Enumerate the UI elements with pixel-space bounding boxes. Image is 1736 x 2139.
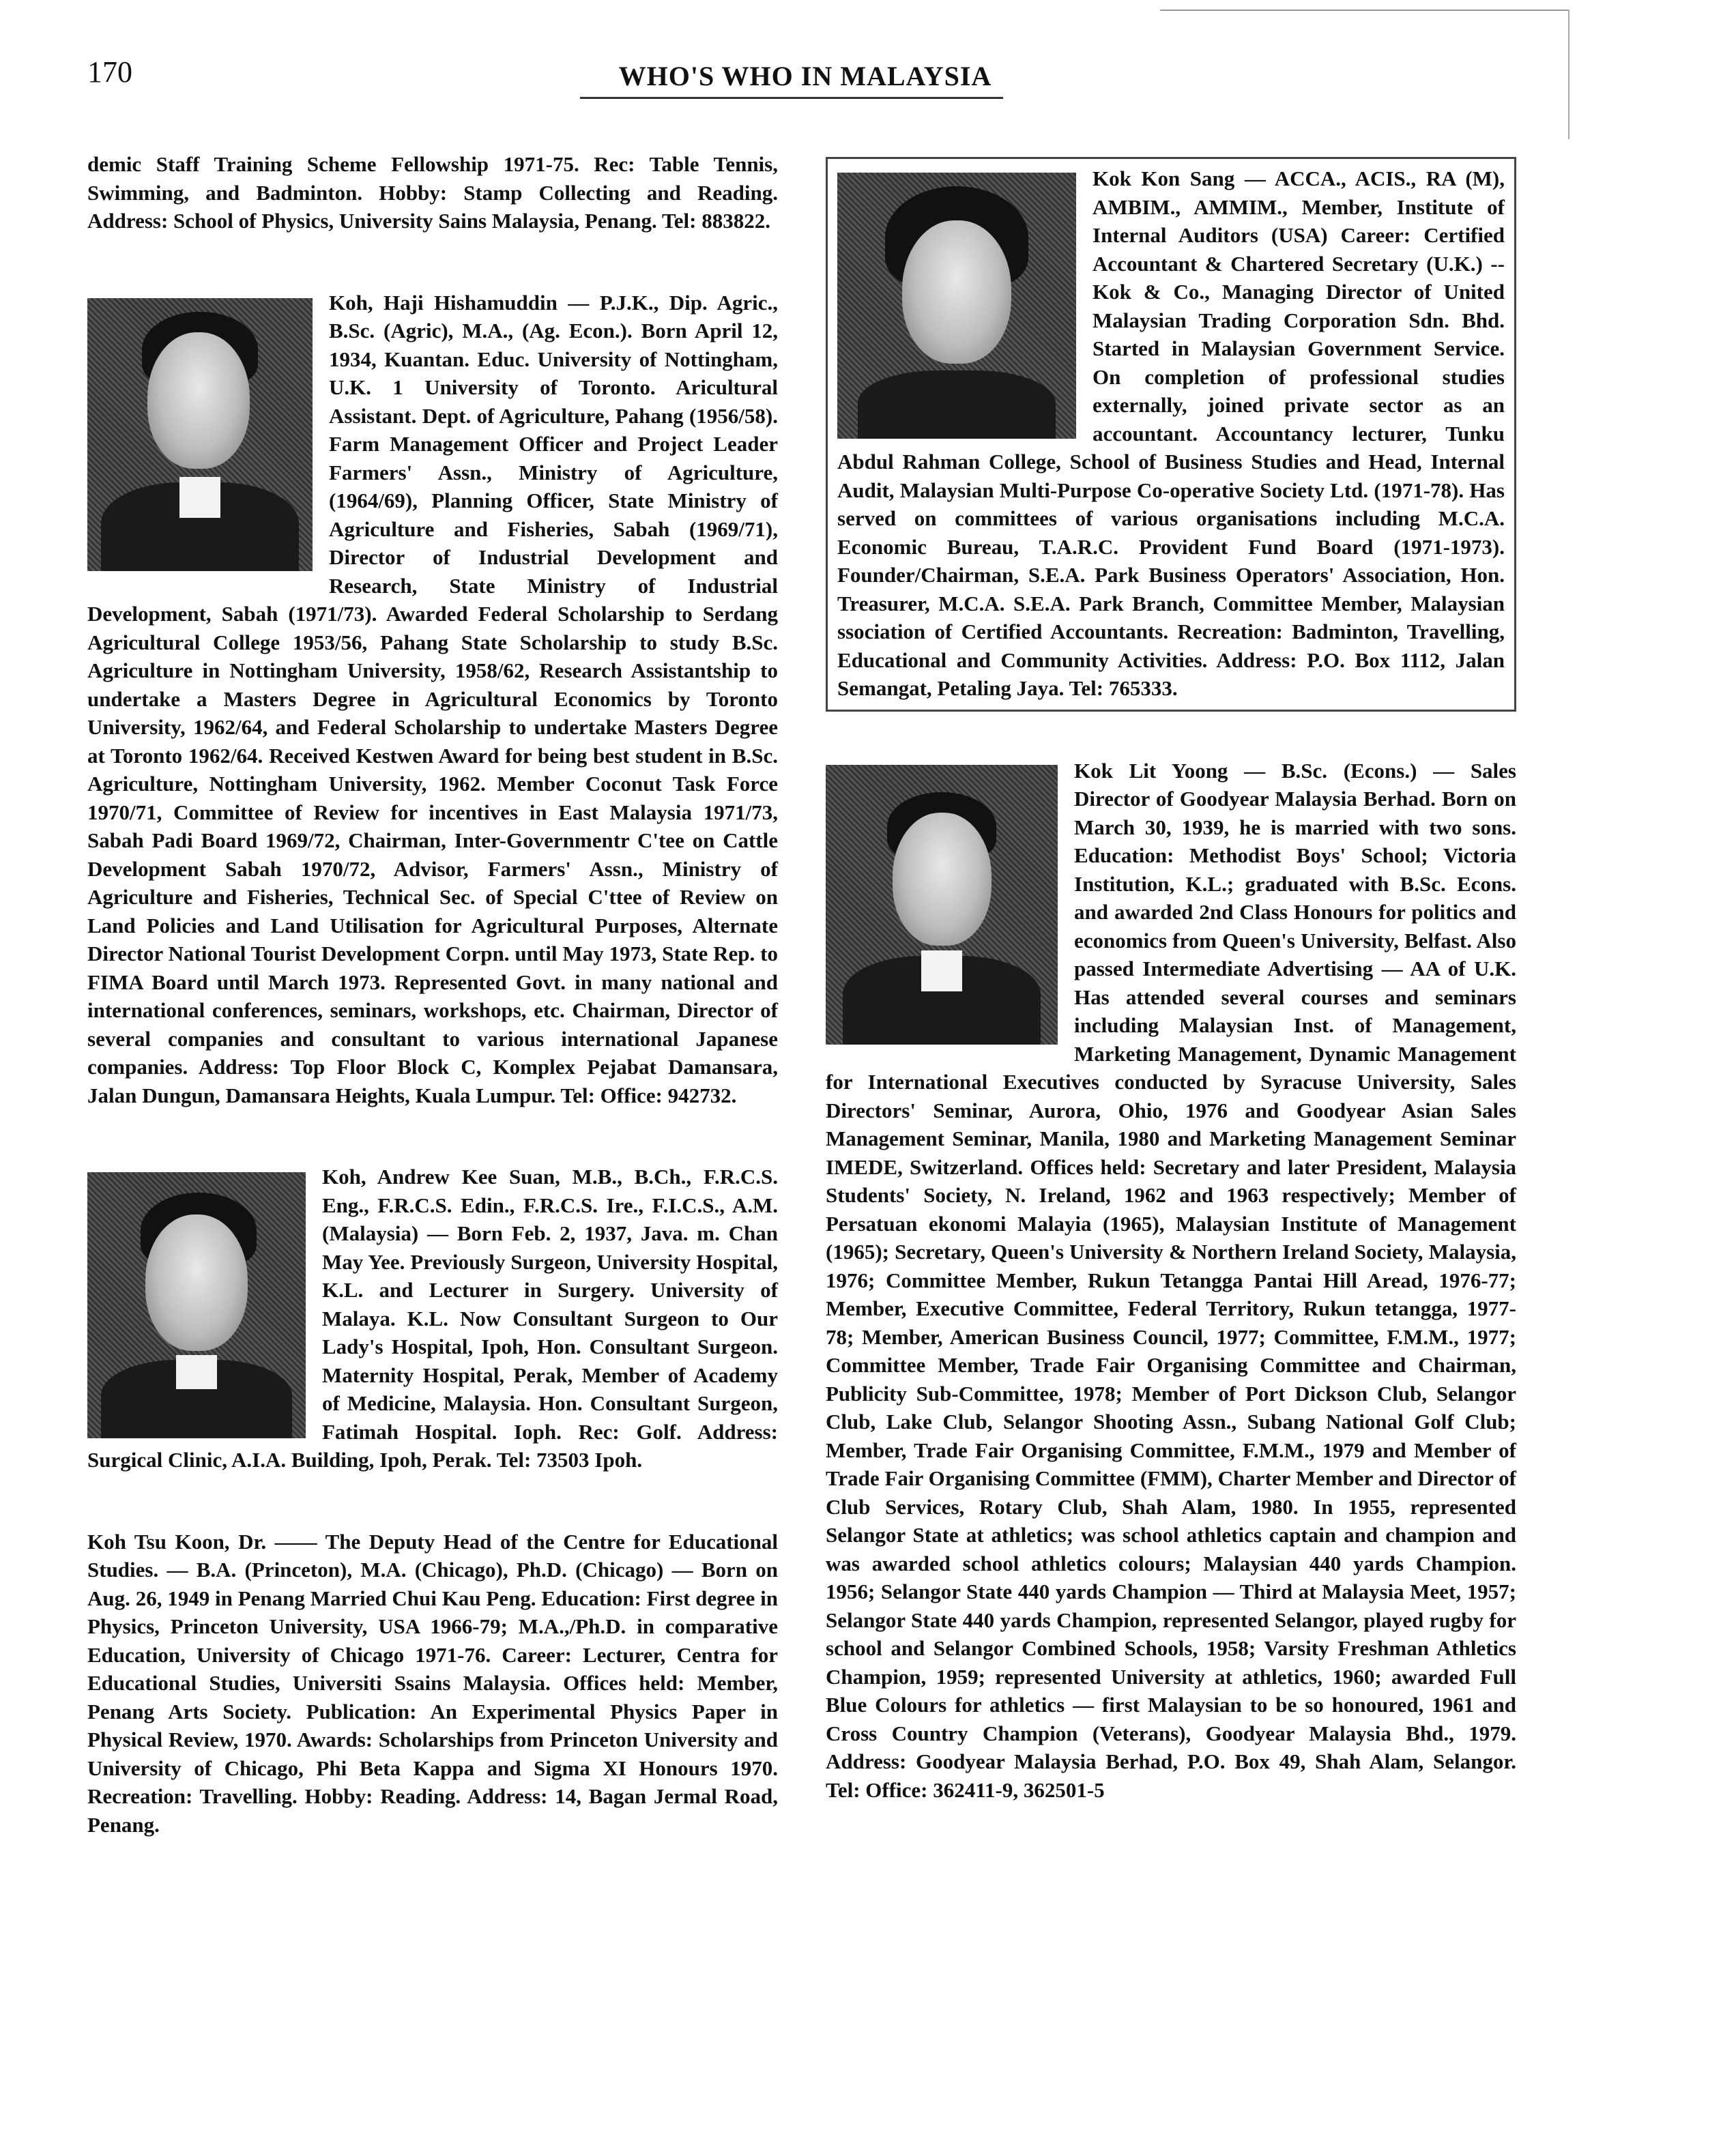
entry-name: Koh Tsu Koon, Dr. — [87, 1529, 267, 1554]
entry-koh-andrew — [87, 1163, 778, 1474]
right-column — [826, 157, 1516, 1857]
header-rule — [580, 97, 1003, 99]
entry-name: Koh, Andrew Kee Suan, — [322, 1165, 560, 1189]
continuation-text: demic Staff Training Scheme Fellowship 1971-75. Rec: Table Tennis, Swimming, and Badminton. Hobby: Stamp Collecting and Reading. Address: School of Physics, University Sains Malaysia, Penang. Tel: 883822. — [87, 152, 778, 233]
entry-name: Kok Kon Sang — [1093, 166, 1235, 190]
entry-continuation — [87, 150, 778, 235]
portrait-photo — [87, 1172, 306, 1438]
portrait-photo — [826, 765, 1058, 1045]
entry-body: M.B., B.Ch., F.R.C.S. Eng., F.R.C.S. Edin., F.R.C.S. Ire., F.I.C.S., A.M. (Malaysia) — Born Feb. 2, 1937, Java. m. Chan May Yee. Previously Surgeon, University Hospital, K.L. and Lecturer in Surgery. University of Malaya. K.L. Now Consultant Surgeon to Our Lady's Hospital, Ipoh, Hon. Consultant Surgeon. Maternity Hospital, Perak, Member of Academy of Medicine, Malaysia. Hon. Consultant Surgeon, Fatimah Hospital. Ioph. Rec: Golf. Address: Surgical Clinic, A.I.A. Building, Ipoh, Perak. Tel: 73503 Ipoh. — [87, 1165, 778, 1472]
entry-koh-hishamuddin — [87, 289, 778, 1110]
entry-body: — P.J.K., Dip. Agric., B.Sc. (Agric), M.A., (Ag. Econ.). Born April 12, 1934, Kuantan. Educ. University of Nottingham, U.K. 1 University of Toronto. Aricultural Assistant. Dept. of Agriculture, Pahang (1956/58). Farm Management Officer and Project Leader Farmers' Assn., Ministry of Agriculture, (1964/69), Planning Officer, State Ministry of Agriculture and Fisheries, Sabah (1969/71), Director of Industrial Development and Research, State Ministry of Industrial Development, Sabah (1971/73). Awarded Federal Scholarship to Serdang Agricultural College 1953/56, Pahang State Scholarship to study B.Sc. Agriculture in Nottingham University, 1958/62, Research Assistantship to undertake a Masters Degree in Agricultural Economics by Toronto University, 1962/64, and Federal Scholarship to undertake Masters Degree at Toronto 1962/64. Received Kestwen Award for being best student in B.Sc. Agriculture, Nottingham University, 1962. Member Coconut Task Force 1970/71, Committee of Review for incentives in East Malaysia 1971/73, Sabah Padi Board 1969/72, Chairman, Inter-Governmentr C'tee on Cattle Development Sabah 1970/72, Advisor, Farmers' Assn., Ministry of Agriculture and Fisheries, Technical Sec. of Special C'ttee of Review on Land Policies and Land Utilisation for Agricultural Purposes, Alternate Director National Tourist Development Corpn. until May 1973, State Rep. to FIMA Board until March 1973. Represented Govt. in many national and international conferences, seminars, workshops, etc. Chairman, Director of several companies and consultant to various international Japanese companies. Address: Top Floor Block C, Komplex Pejabat Damansara, Jalan Dungun, Damansara Heights, Kuala Lumpur. Tel: Office: 942732. — [87, 290, 778, 1107]
entry-kok-kon-sang — [826, 157, 1516, 712]
entry-kok-lit-yoong — [826, 757, 1516, 1805]
entry-name: Koh, Haji Hishamuddin — [329, 290, 558, 315]
scan-edge-line-vertical — [1568, 10, 1569, 139]
left-column — [87, 150, 778, 1892]
running-head: WHO'S WHO IN MALAYSIA — [618, 61, 992, 91]
portrait-photo — [837, 173, 1076, 439]
entry-body: — B.Sc. (Econs.) — Sales Director of Goodyear Malaysia Berhad. Born on March 30, 1939, he is married with two sons. Education: Methodist Boys' School; Victoria Institution, K.L.; graduated with B.Sc. Econs. and awarded 2nd Class Honours for politics and economics from Queen's University, Belfast. Also passed Intermediate Advertising — AA of U.K. Has attended several courses and seminars including Malaysian Inst. of Management, Marketing Management, Dynamic Management for International Executives conducted by Syracuse University, Sales Directors' Seminar, Aurora, Ohio, 1976 and Goodyear Asian Sales Management Seminar, Manila, 1980 and Marketing Management Seminar IMEDE, Switzerland. Offices held: Secretary and later President, Malaysia Students' Society, N. Ireland, 1962 and 1963 respectively; Member of Persatuan ekonomi Malayia (1965), Malaysian Institute of Management (1965); Secretary, Queen's University & Northern Ireland Society, Malaysia, 1976; Committee Member, Rukun Tetangga Pantai Hill Aread, 1976-77; Member, Executive Committee, Federal Territory, Rukun tetangga, 1977-78; Member, American Business Council, 1977; Committee, F.M.M., 1977; Committee Member, Trade Fair Organising Committee and Chairman, Publicity Sub-Committee, 1978; Member of Port Dickson Club, Selangor Club, Lake Club, Selangor Shooting Assn., Subang National Golf Club; Member, Trade Fair Organising Committee, F.M.M., 1979 and Member of Trade Fair Organising Committee (FMM), Charter Member and Director of Club Services, Rotary Club, Shah Alam, 1980. In 1955, represented Selangor State at athletics; was school athletics captain and champion and was awarded school athletics colours; Malaysian 440 yards Champion. 1956; Selangor State 440 yards Champion — Third at Malaysia Meet, 1957; Selangor State 440 yards Champion, represented Selangor, played rugby for school and Selangor Combined Schools, 1958; Varsity Freshman Athletics Champion, 1959; represented University at athletics, 1960; awarded Full Blue Colours for athletics — first Malaysian to be so honoured, 1961 and Cross Country Champion (Veterans), Goodyear Malaysia Bhd., 1979. Address: Goodyear Malaysia Berhad, P.O. Box 49, Shah Alam, Selangor. Tel: Office: 362411-9, 362501-5 — [826, 758, 1516, 1802]
entry-koh-tsu-koon — [87, 1528, 778, 1839]
entry-body: — ACCA., ACIS., RA (M), AMBIM., AMMIM., Member, Institute of Internal Auditors (USA) Career: Certified Accountant & Chartered Secretary (U.K.) -- Kok & Co., Managing Director of United Malaysian Trading Corporation Sdn. Bhd. Started in Malaysian Government Service. On completion of professional studies externally, joined private sector as an accountant. Accountancy lecturer, Tunku Abdul Rahman College, School of Business Studies and Head, Internal Audit, Malaysian Multi-Purpose Co-operative Society Ltd. (1971-78). Has served on committees of various organisations including M.C.A. Economic Bureau, T.A.R.C. Provident Fund Board (1971-1973). Founder/Chairman, S.E.A. Park Business Operators' Association, Hon. Treasurer, M.C.A. S.E.A. Park Branch, Committee Member, Malaysian ssociation of Certified Accountants. Recreation: Badminton, Travelling, Educational and Community Activities. Address: P.O. Box 1112, Jalan Semangat, Petaling Jaya. Tel: 765333. — [837, 166, 1505, 700]
portrait-photo — [87, 298, 313, 571]
entry-name: Kok Lit Yoong — [1074, 758, 1228, 783]
scan-edge-line — [1160, 10, 1569, 11]
page-number: 170 — [87, 55, 132, 89]
entry-body: —— The Deputy Head of the Centre for Educational Studies. — B.A. (Princeton), M.A. (Chicago), Ph.D. (Chicago) — Born on Aug. 26, 1949 in Penang Married Chui Kau Peng. Education: First degree in Physics, Princeton University, USA 1966-79; M.A.,/Ph.D. in comparative Education, University of Chicago 1971-76. Career: Lecturer, Centra for Educational Studies, Universiti Ssains Malaysia. Offices held: Member, Penang Arts Society. Publication: An Experimental Physics Paper in Physical Review, 1970. Awards: Scholarships from Princeton University and University of Chicago, Phi Beta Kappa and Sigma XI Honours 1970. Recreation: Travelling. Hobby: Reading. Address: 14, Bagan Jermal Road, Penang. — [87, 1529, 778, 1837]
